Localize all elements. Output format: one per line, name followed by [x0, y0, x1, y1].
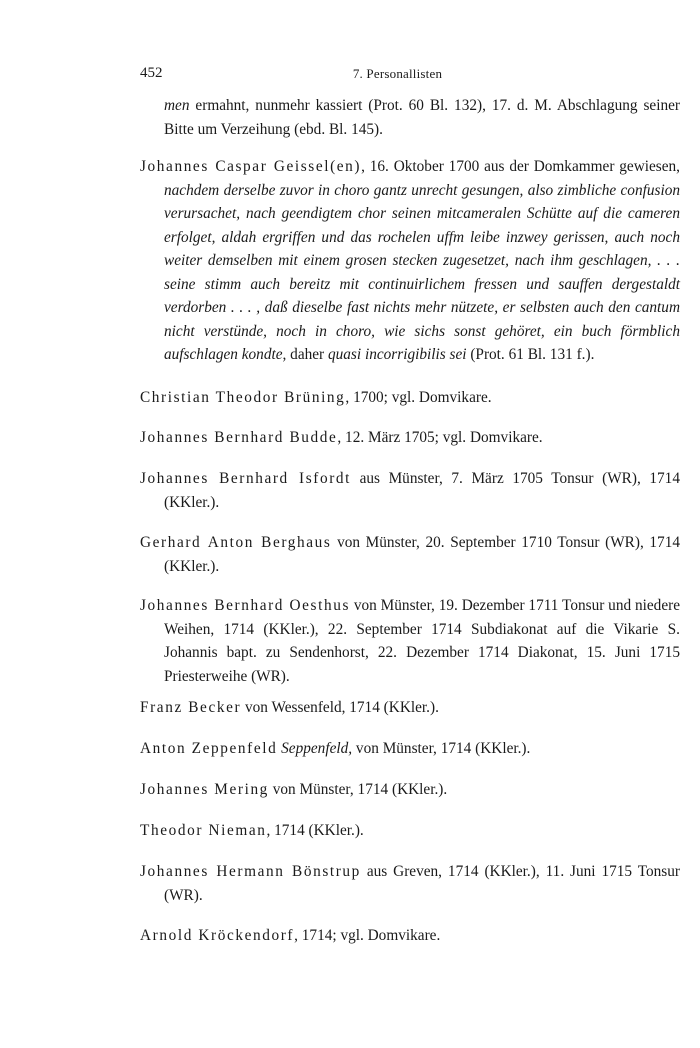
quoted-text: Seppenfeld, — [281, 740, 353, 757]
entry-budde — [140, 426, 680, 450]
person-name: Anton Zeppenfeld — [140, 740, 278, 757]
entry-text: aus Münster, 7. März 1705 Tonsur (WR), 1714 (KKler.). — [164, 470, 680, 511]
entry-text: ermahnt, nunmehr kassiert (Prot. 60 Bl. 132), 17. d. M. Abschlagung seiner Bitte um Verzeihung (ebd. Bl. 145). — [164, 97, 680, 138]
entry-geisseln — [140, 155, 680, 367]
person-name: Johannes Hermann Bönstrup — [140, 863, 361, 880]
entry-text: , 12. März 1705; vgl. Domvikare. — [337, 429, 543, 446]
entry-text: (Prot. 61 Bl. 131 f.). — [466, 346, 595, 363]
quoted-text: men — [164, 97, 190, 114]
quoted-text: quasi incorrigibilis sei — [327, 346, 467, 363]
person-name: Johannes Bernhard Oesthus — [140, 597, 351, 614]
person-name: Arnold Kröckendorf — [140, 927, 295, 944]
entry-berghaus — [140, 531, 680, 578]
entry-text: aus Greven, 1714 (KKler.), 11. Juni 1715 Tonsur (WR). — [164, 863, 680, 904]
page-number: 452 — [140, 65, 163, 81]
entry-text: daher — [286, 346, 328, 363]
person-name: Gerhard Anton Berghaus — [140, 534, 332, 551]
entry-becker — [140, 696, 680, 720]
entry-isfordt — [140, 467, 680, 514]
person-name: Franz Becker — [140, 699, 242, 716]
entry-text: von Wessenfeld, 1714 (KKler.). — [241, 699, 439, 716]
entry-kroeckendorf — [140, 924, 680, 948]
entry-text: , 1714 (KKler.). — [266, 822, 364, 839]
person-name: Theodor Nieman — [140, 822, 267, 839]
entry-nieman — [140, 819, 680, 843]
entry-text: von Münster, 1714 (KKler.). — [352, 740, 531, 757]
entry-bruening — [140, 386, 680, 410]
page-header — [140, 62, 655, 84]
entry-text: , 1700; vgl. Domvikare. — [345, 389, 492, 406]
entry-mering — [140, 778, 680, 802]
person-name: Johannes Bernhard Isfordt — [140, 470, 351, 487]
entry-oesthus — [140, 594, 680, 688]
person-name: Johannes Caspar Geissel(en) — [140, 158, 362, 175]
person-name: Johannes Bernhard Budde — [140, 429, 338, 446]
running-title: 7. Personallisten — [352, 66, 443, 81]
quoted-text: nachdem derselbe zuvor in choro gantz unrecht gesungen, also zimbliche confusion verursachet, nach geendigtem chor seinen mitcameralen Schütte auf die cameren erfolget, aldah ergriffen und das rochelen uffm leibe inzwey gerissen, auch noch weiter demselben mit einem grosen stecken zugesetzet, nach ihm geschlagen, . . . seine stimm auch bereitz mit continuirlichem fressen und sauffen dergestaldt verdorben . . . , daß dieselbe fast nichts mehr nützete, er selbsten auch den cantum nicht verstünde, noch in choro, wie sichs sonst gehöret, ein buch förmblich aufschlagen kondte, — [164, 181, 680, 363]
entry-text: von Münster, 19. Dezember 1711 Tonsur und niedere Weihen, 1714 (KKler.), 22. September 1714 Subdiakonat auf die Vikarie S. Johannis bapt. zu Sendenhorst, 22. Dezember 1714 Diakonat, 15. Juni 1715 Priesterweihe (WR). — [164, 597, 680, 685]
person-name: Christian Theodor Brüning — [140, 389, 346, 406]
entry-zeppenfeld — [140, 737, 680, 761]
person-name: Johannes Mering — [140, 781, 269, 798]
entry-text: von Münster, 20. September 1710 Tonsur (WR), 1714 (KKler.). — [164, 534, 680, 575]
entry-text: , 16. Oktober 1700 aus der Domkammer gewiesen, — [361, 158, 680, 175]
entry-text: von Münster, 1714 (KKler.). — [268, 781, 448, 798]
entry-text: , 1714; vgl. Domvikare. — [294, 927, 441, 944]
entry-boenstrup — [140, 860, 680, 907]
entry-continuation — [140, 94, 680, 141]
